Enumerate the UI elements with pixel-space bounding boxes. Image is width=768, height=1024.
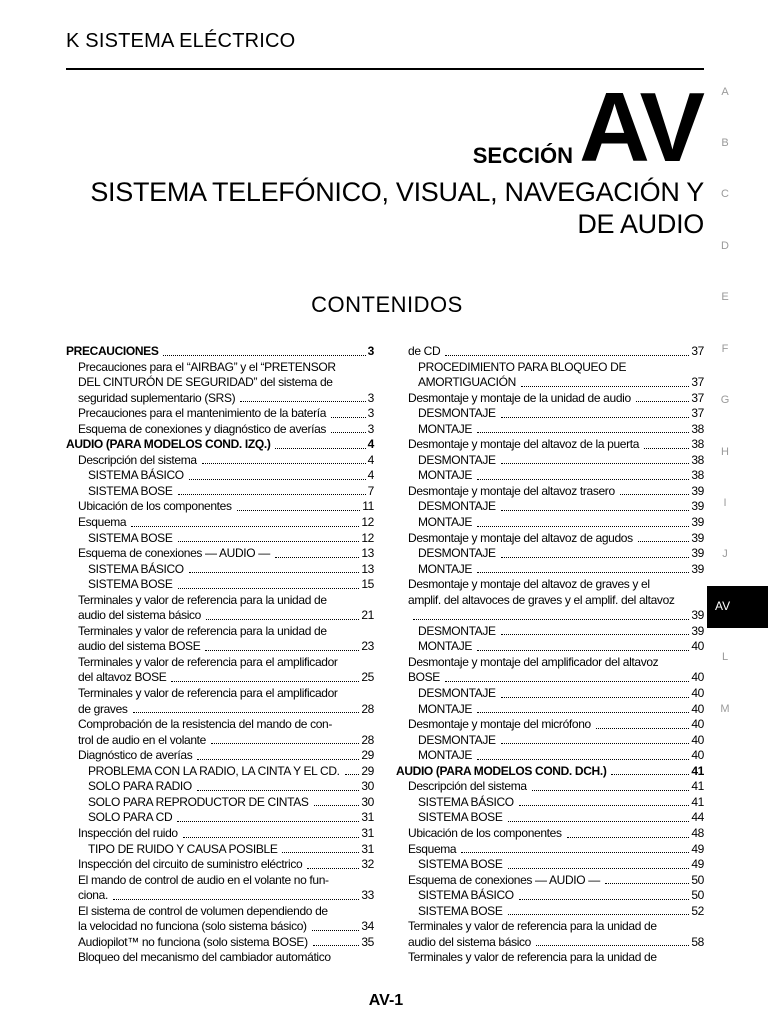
toc-leader-dots <box>331 417 366 418</box>
toc-entry-page: 33 <box>361 888 374 903</box>
toc-entry[interactable] <box>396 562 704 578</box>
toc-entry-continued: Terminales y valor de referencia para la unidad de <box>78 592 327 607</box>
toc-entry-title: MONTAJE <box>418 515 472 530</box>
toc-leader-dots <box>183 837 360 838</box>
toc-entry[interactable] <box>66 515 374 531</box>
toc-leader-dots <box>501 743 690 744</box>
toc-leader-dots <box>519 899 690 900</box>
toc-entry-title: AUDIO (PARA MODELOS COND. DCH.) <box>396 763 607 778</box>
toc-entry-title: MONTAJE <box>418 561 472 576</box>
toc-entry-page: 12 <box>361 515 374 530</box>
toc-entry[interactable] <box>66 826 374 842</box>
toc-entry-title: Ubicación de los componentes <box>78 499 232 514</box>
toc-entry-title: Inspección del ruido <box>78 825 178 840</box>
toc-entry-page: 39 <box>691 499 704 514</box>
toc-entry[interactable] <box>66 546 374 562</box>
toc-entry-page: 48 <box>691 825 704 840</box>
toc-entry-title: trol de audio en el volante <box>78 732 206 747</box>
toc-entry-page: 35 <box>361 934 374 949</box>
toc-leader-dots <box>171 681 359 682</box>
toc-leader-dots <box>211 743 359 744</box>
toc-entry[interactable] <box>66 748 374 764</box>
toc-entry-page: 39 <box>691 530 704 545</box>
toc-entry[interactable] <box>396 717 704 733</box>
toc-entry-title: DESMONTAJE <box>418 499 496 514</box>
toc-entry[interactable] <box>396 546 704 562</box>
toc-entry-page: 38 <box>691 421 704 436</box>
toc-entry-page: 7 <box>367 483 374 498</box>
toc-entry[interactable] <box>396 484 704 500</box>
toc-entry-title: SISTEMA BÁSICO <box>418 794 514 809</box>
toc-entry[interactable] <box>396 499 704 515</box>
toc-entry-title: DESMONTAJE <box>418 686 496 701</box>
toc-entry-title: Esquema <box>408 841 457 856</box>
toc-entry-continued: El sistema de control de volumen dependiendo de <box>78 903 328 918</box>
toc-entry-title: TIPO DE RUIDO Y CAUSA POSIBLE <box>88 841 278 856</box>
toc-leader-dots <box>275 557 359 558</box>
toc-leader-dots <box>313 945 360 946</box>
toc-leader-dots <box>477 526 689 527</box>
toc-entry[interactable] <box>66 795 374 811</box>
toc-entry[interactable] <box>66 857 374 873</box>
toc-entry-title: la velocidad no funciona (solo sistema básico) <box>78 919 307 934</box>
toc-leader-dots <box>521 386 689 387</box>
toc-entry-page: 38 <box>691 452 704 467</box>
toc-entry-page: 30 <box>361 779 374 794</box>
toc-entry[interactable] <box>396 422 704 438</box>
toc-entry-title: Ubicación de los componentes <box>408 825 562 840</box>
toc-leader-dots <box>177 821 359 822</box>
toc-entry[interactable] <box>66 531 374 547</box>
toc-entry[interactable] <box>66 499 374 515</box>
toc-entry-page: 37 <box>691 406 704 421</box>
toc-leader-dots <box>205 650 359 651</box>
toc-entry-page: 4 <box>367 468 374 483</box>
toc-entry-title: Esquema de conexiones y diagnóstico de averías <box>78 421 327 436</box>
toc-entry-continued: PROCEDIMIENTO PARA BLOQUEO DE <box>418 359 627 374</box>
toc-entry-page: 50 <box>691 888 704 903</box>
toc-leader-dots <box>605 883 689 884</box>
toc-entry-page: 23 <box>361 639 374 654</box>
toc-entry-title: de CD <box>408 344 441 358</box>
toc-leader-dots <box>501 417 690 418</box>
toc-entry[interactable] <box>66 344 374 360</box>
side-index-active-label: AV <box>715 599 731 613</box>
toc-entry-page: 15 <box>361 577 374 592</box>
toc-leader-dots <box>178 541 360 542</box>
side-index-letter[interactable]: J <box>722 548 728 560</box>
toc-entry-title: SOLO PARA REPRODUCTOR DE CINTAS <box>88 794 309 809</box>
toc-entry-page: 41 <box>691 779 704 794</box>
toc-leader-dots <box>567 837 690 838</box>
toc-entry-title: Desmontaje y montaje del altavoz de agudos <box>408 530 633 545</box>
toc-entry-continued: amplif. del altavoces de graves y el amplif. del altavoz <box>408 592 675 607</box>
toc-leader-dots <box>202 463 366 464</box>
toc-entry-title: Desmontaje y montaje de la unidad de audio <box>408 390 631 405</box>
toc-entry-title: SISTEMA BÁSICO <box>418 888 514 903</box>
side-index-letter[interactable]: A <box>721 86 729 98</box>
toc-entry-title: seguridad suplementario (SRS) <box>78 390 236 405</box>
toc-entry-page: 52 <box>691 903 704 918</box>
toc-leader-dots <box>189 572 360 573</box>
toc-entry-title: Inspección del circuito de suministro eléctrico <box>78 857 303 872</box>
toc-entry[interactable] <box>396 702 704 718</box>
toc-entry-title: Diagnóstico de averías <box>78 748 193 763</box>
toc-entry[interactable] <box>396 779 704 795</box>
toc-leader-dots <box>636 401 690 402</box>
toc-entry-title: DESMONTAJE <box>418 406 496 421</box>
toc-leader-dots <box>501 557 690 558</box>
header <box>66 30 295 53</box>
toc-entry[interactable] <box>66 577 374 593</box>
toc-entry-page: 39 <box>691 483 704 498</box>
toc-leader-dots <box>644 448 689 449</box>
toc-entry[interactable] <box>396 468 704 484</box>
toc-entry[interactable] <box>66 935 374 951</box>
toc-entry-continued: Desmontaje y montaje del amplificador del altavoz <box>408 654 659 669</box>
toc-entry[interactable] <box>66 608 374 624</box>
toc-entry-title: MONTAJE <box>418 639 472 654</box>
document-title-line-2: DE AUDIO <box>577 209 704 239</box>
toc-entry-continued: Terminales y valor de referencia para la unidad de <box>78 623 327 638</box>
toc-entry[interactable] <box>396 375 704 391</box>
toc-leader-dots <box>131 526 359 527</box>
toc-entry[interactable] <box>396 748 704 764</box>
toc-entry-page: 13 <box>361 546 374 561</box>
toc-entry-page: 40 <box>691 639 704 654</box>
toc-entry-page: 38 <box>691 437 704 452</box>
contents-heading: CONTENIDOS <box>311 292 463 317</box>
toc-entry[interactable] <box>66 437 374 453</box>
toc-entry[interactable] <box>396 608 704 624</box>
toc-entry-continued: Terminales y valor de referencia para el amplificador <box>78 654 338 669</box>
toc-entry[interactable] <box>396 873 704 889</box>
toc-entry-page: 30 <box>361 794 374 809</box>
toc-leader-dots <box>113 899 359 900</box>
header-title: K SISTEMA ELÉCTRICO <box>66 30 296 52</box>
toc-leader-dots <box>240 401 365 402</box>
toc-entry[interactable] <box>66 406 374 422</box>
side-index-letter[interactable]: E <box>721 291 729 303</box>
toc-leader-dots <box>163 355 365 356</box>
toc-entry-page: 34 <box>361 919 374 934</box>
toc-entry[interactable] <box>66 484 374 500</box>
toc-entry-title: DESMONTAJE <box>418 452 496 467</box>
toc-leader-dots <box>312 930 360 931</box>
toc-entry[interactable] <box>66 468 374 484</box>
toc-entry[interactable] <box>396 888 704 904</box>
toc-entry-continued: Terminales y valor de referencia para el amplificador <box>78 686 338 701</box>
toc-entry-page: 4 <box>367 452 374 467</box>
toc-entry[interactable] <box>66 422 374 438</box>
toc-entry-title: Esquema de conexiones — AUDIO — <box>78 546 270 561</box>
toc-leader-dots <box>501 510 690 511</box>
toc-entry-page: 40 <box>691 670 704 685</box>
side-index-letter[interactable]: C <box>721 188 729 200</box>
toc-leader-dots <box>477 712 689 713</box>
toc-entry[interactable] <box>396 686 704 702</box>
toc-entry-page: 40 <box>691 686 704 701</box>
toc-entry-page: 31 <box>361 825 374 840</box>
toc-leader-dots <box>611 774 689 775</box>
toc-entry-title: Descripción del sistema <box>408 779 527 794</box>
toc-leader-dots <box>331 432 366 433</box>
toc-entry-continued: DEL CINTURÓN DE SEGURIDAD” del sistema de <box>78 375 333 390</box>
toc-entry[interactable] <box>66 888 374 904</box>
toc-entry-page: 31 <box>361 841 374 856</box>
toc-entry-page: 39 <box>691 515 704 530</box>
toc-entry-page: 25 <box>361 670 374 685</box>
toc-entry-title: DESMONTAJE <box>418 623 496 638</box>
toc-entry-title: SISTEMA BOSE <box>418 903 503 918</box>
toc-leader-dots <box>532 790 690 791</box>
toc-entry-page: 41 <box>691 763 704 778</box>
toc-leader-dots <box>477 572 689 573</box>
toc-leader-dots <box>314 805 360 806</box>
toc-leader-dots <box>189 479 366 480</box>
toc-entry-page: 37 <box>691 375 704 390</box>
toc-entry-title: AMORTIGUACIÓN <box>418 375 516 390</box>
toc-entry[interactable] <box>66 779 374 795</box>
toc-entry[interactable] <box>66 810 374 826</box>
toc-leader-dots <box>519 805 690 806</box>
toc-entry-page: 12 <box>361 530 374 545</box>
toc-entry-title: MONTAJE <box>418 421 472 436</box>
side-index-letter[interactable]: D <box>721 240 729 252</box>
toc-entry[interactable] <box>396 344 704 360</box>
toc-entry-page: 13 <box>361 561 374 576</box>
toc-leader-dots <box>461 852 689 853</box>
toc-leader-dots <box>477 759 689 760</box>
toc-leader-dots <box>307 868 359 869</box>
page-number: AV-1 <box>368 992 404 1009</box>
side-index-active-tab[interactable] <box>707 586 768 628</box>
toc-entry-page: 29 <box>361 748 374 763</box>
section-code: AV <box>579 72 702 182</box>
toc-entry[interactable] <box>396 764 704 780</box>
document-title-line-1: SISTEMA TELEFÓNICO, VISUAL, NAVEGACIÓN Y <box>90 177 704 207</box>
toc-leader-dots <box>477 479 689 480</box>
toc-leader-dots <box>197 790 359 791</box>
toc-entry-continued: Precauciones para el “AIRBAG” y el “PRETENSOR <box>78 359 336 374</box>
toc-entry-continued: Comprobación de la resistencia del mando de con- <box>78 717 333 732</box>
toc-entry-page: 3 <box>367 421 374 436</box>
toc-entry-title: audio del sistema básico <box>408 934 532 949</box>
toc-entry[interactable] <box>396 935 704 951</box>
side-index-letter[interactable]: F <box>721 343 729 355</box>
toc-entry-title: MONTAJE <box>418 468 472 483</box>
toc-leader-dots <box>501 697 690 698</box>
toc-leader-dots <box>501 634 690 635</box>
toc-entry-page: 37 <box>691 344 704 358</box>
toc-leader-dots <box>508 868 690 869</box>
toc-leader-dots <box>413 619 689 620</box>
toc-entry[interactable] <box>396 904 704 920</box>
toc-leader-dots <box>508 914 690 915</box>
toc-entry-title: Esquema <box>78 515 127 530</box>
toc-entry-page: 44 <box>691 810 704 825</box>
toc-column-left <box>66 344 374 966</box>
toc-entry[interactable] <box>396 857 704 873</box>
toc-entry-page: 50 <box>691 872 704 887</box>
toc-entry-title: PROBLEMA CON LA RADIO, LA CINTA Y EL CD. <box>88 763 340 778</box>
toc-entry-page: 28 <box>361 701 374 716</box>
toc-entry[interactable] <box>396 639 704 655</box>
side-index-letter[interactable]: M <box>720 703 730 715</box>
toc-leader-dots <box>536 945 689 946</box>
toc-entry-continued: El mando de control de audio en el volante no fun- <box>78 872 329 887</box>
toc-entry[interactable] <box>66 562 374 578</box>
side-index-letter[interactable]: I <box>723 497 727 509</box>
toc-entry-title: Desmontaje y montaje del altavoz trasero <box>408 483 615 498</box>
toc-entry[interactable] <box>66 702 374 718</box>
toc-entry-page: 39 <box>691 608 704 623</box>
toc-leader-dots <box>596 728 689 729</box>
toc-entry[interactable] <box>396 515 704 531</box>
toc-entry[interactable] <box>396 391 704 407</box>
toc-entry[interactable] <box>66 764 374 780</box>
toc-entry-title: Precauciones para el mantenimiento de la batería <box>78 406 327 421</box>
toc-entry-title: SISTEMA BÁSICO <box>88 561 184 576</box>
toc-entry[interactable] <box>396 810 704 826</box>
toc-entry-title: SISTEMA BOSE <box>418 857 503 872</box>
toc-entry-page: 31 <box>361 810 374 825</box>
toc-entry-title: SISTEMA BOSE <box>88 483 173 498</box>
toc-column-right <box>396 344 704 966</box>
toc-entry-page: 3 <box>367 390 374 405</box>
toc-entry-page: 4 <box>367 437 374 452</box>
toc-entry-title: SISTEMA BOSE <box>88 530 173 545</box>
toc-entry-title: MONTAJE <box>418 701 472 716</box>
toc-entry-page: 40 <box>691 748 704 763</box>
side-index-letter[interactable]: H <box>721 446 729 458</box>
toc-entry[interactable] <box>66 391 374 407</box>
toc-leader-dots <box>275 448 365 449</box>
toc-entry-page: 40 <box>691 701 704 716</box>
toc-entry-page: 21 <box>361 608 374 623</box>
toc-entry-title: PRECAUCIONES <box>66 344 159 358</box>
toc-entry-title: SOLO PARA CD <box>88 810 173 825</box>
toc-entry-page: 41 <box>691 794 704 809</box>
toc-entry-title: Desmontaje y montaje del micrófono <box>408 717 591 732</box>
toc-entry-title: Desmontaje y montaje del altavoz de la puerta <box>408 437 640 452</box>
toc-entry-page: 38 <box>691 468 704 483</box>
toc-entry-title: audio del sistema básico <box>78 608 202 623</box>
toc-leader-dots <box>133 712 360 713</box>
toc-entry-title: MONTAJE <box>418 748 472 763</box>
toc-leader-dots <box>345 774 360 775</box>
toc-entry-continued: Desmontaje y montaje del altavoz de graves y el <box>408 577 650 592</box>
side-index-letter[interactable]: L <box>721 651 729 663</box>
toc-entry-title: ciona. <box>78 888 108 903</box>
toc-entry-title: DESMONTAJE <box>418 546 496 561</box>
toc-leader-dots <box>477 432 689 433</box>
toc-entry[interactable] <box>396 795 704 811</box>
toc-leader-dots <box>477 650 689 651</box>
toc-entry-title: SISTEMA BOSE <box>88 577 173 592</box>
toc-leader-dots <box>620 494 690 495</box>
toc-leader-dots <box>178 494 366 495</box>
toc-entry-page: 11 <box>362 499 374 514</box>
toc-entry-title: del altavoz BOSE <box>78 670 167 685</box>
toc-leader-dots <box>445 355 689 356</box>
toc-entry-page: 39 <box>691 561 704 576</box>
section-label: SECCIÓN <box>472 143 573 168</box>
toc-entry[interactable] <box>66 453 374 469</box>
toc-entry-title: Esquema de conexiones — AUDIO — <box>408 872 600 887</box>
toc-entry[interactable] <box>396 624 704 640</box>
toc-leader-dots <box>237 510 361 511</box>
toc-entry-continued: Terminales y valor de referencia para la unidad de <box>408 950 657 965</box>
toc-entry-title: Audiopilot™ no funciona (solo sistema BOSE) <box>78 934 308 949</box>
toc-entry-page: 3 <box>367 406 374 421</box>
toc-leader-dots <box>638 541 690 542</box>
toc-entry-title: SISTEMA BOSE <box>418 810 503 825</box>
header-rule <box>66 68 704 70</box>
toc-entry-title: SOLO PARA RADIO <box>88 779 192 794</box>
toc-entry-page: 37 <box>691 390 704 405</box>
toc-entry-title: AUDIO (PARA MODELOS COND. IZQ.) <box>66 437 271 452</box>
toc-entry-page: 39 <box>691 546 704 561</box>
toc-leader-dots <box>197 759 359 760</box>
toc-entry-page: 49 <box>691 857 704 872</box>
toc-leader-dots <box>508 821 690 822</box>
toc-entry[interactable] <box>396 826 704 842</box>
document-title <box>64 176 704 240</box>
toc-leader-dots <box>178 588 360 589</box>
toc-entry[interactable] <box>66 670 374 686</box>
toc-entry-title: Descripción del sistema <box>78 452 197 467</box>
toc-entry-page: 3 <box>367 344 374 358</box>
toc-entry-page: 28 <box>361 732 374 747</box>
toc-entry[interactable] <box>66 919 374 935</box>
toc-entry-title: audio del sistema BOSE <box>78 639 201 654</box>
toc-entry-title: DESMONTAJE <box>418 732 496 747</box>
toc-leader-dots <box>282 852 359 853</box>
toc-entry[interactable] <box>396 437 704 453</box>
toc-entry-page: 29 <box>361 763 374 778</box>
toc-entry[interactable] <box>396 670 704 686</box>
toc-entry[interactable] <box>396 733 704 749</box>
toc-entry-page: 49 <box>691 841 704 856</box>
toc-leader-dots <box>206 619 359 620</box>
toc-leader-dots <box>445 681 689 682</box>
side-index-letter[interactable]: G <box>720 394 730 406</box>
toc-entry[interactable] <box>66 639 374 655</box>
toc-entry[interactable] <box>66 733 374 749</box>
toc-entry-page: 39 <box>691 623 704 638</box>
toc-leader-dots <box>501 463 690 464</box>
toc-entry[interactable] <box>66 842 374 858</box>
toc-entry-title: de graves <box>78 701 128 716</box>
side-index-letter[interactable]: B <box>721 137 729 149</box>
toc-entry[interactable] <box>396 531 704 547</box>
toc-entry-page: 32 <box>361 857 374 872</box>
toc-entry-title: BOSE <box>408 670 440 685</box>
toc-entry-continued: Terminales y valor de referencia para la unidad de <box>408 919 657 934</box>
toc-entry[interactable] <box>396 842 704 858</box>
toc-entry-page: 40 <box>691 717 704 732</box>
toc-entry-page: 40 <box>691 732 704 747</box>
toc-entry-continued: Bloqueo del mecanismo del cambiador automático <box>78 950 331 965</box>
toc-entry[interactable] <box>396 406 704 422</box>
toc-entry[interactable] <box>396 453 704 469</box>
toc-entry-page: 58 <box>691 934 704 949</box>
toc-entry-title: SISTEMA BÁSICO <box>88 468 184 483</box>
